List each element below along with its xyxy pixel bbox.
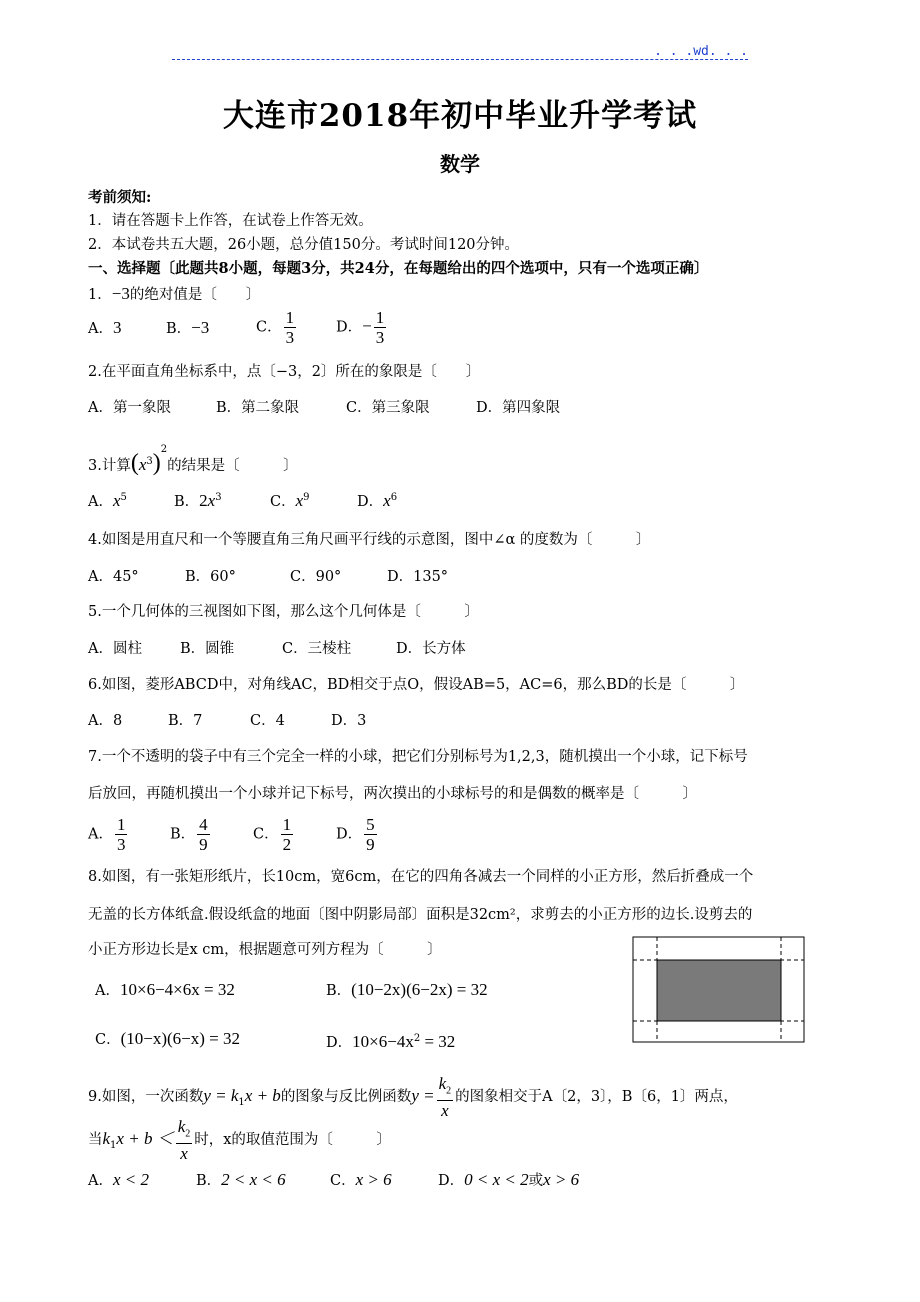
q8-paper-figure	[632, 936, 808, 1046]
q3-option-a: A．$x^5$	[88, 490, 127, 510]
q3-option-c: C．$x^9$	[270, 490, 310, 510]
q7-option-a: A． $\frac{1}{3}$	[88, 815, 126, 854]
q2-option-a: A．第一象限	[88, 400, 171, 416]
q8-option-a: A．10×6−4×6x = 32	[95, 980, 235, 999]
section-heading-choice: 一、选择题〔此题共8小题，每题3分，共24分，在每题给出的四个选项中，只有一个选项正确〕	[88, 260, 709, 277]
q4-option-c: C．90°	[290, 569, 342, 585]
q2-option-b: B．第二象限	[216, 400, 300, 416]
q5-option-c: C．三棱柱	[282, 641, 352, 657]
notice-heading: 考前须知:	[88, 189, 152, 206]
q5-option-d: D．长方体	[396, 641, 466, 657]
q1-option-a: A．3	[88, 318, 122, 337]
q5-option-a: A．圆柱	[88, 641, 142, 657]
header-mark: . . .wd. . .	[654, 44, 748, 59]
header-dashed-line	[172, 59, 748, 60]
q5-stem: 5.一个几何体的三视图如下图，那么这个几何体是〔 〕	[88, 604, 479, 620]
q5-option-b: B．圆锥	[180, 641, 235, 657]
q6-stem: 6.如图，菱形ABCD中，对角线AC，BD相交于点O，假设AB=5，AC=6，那么BD的长是〔 〕	[88, 677, 745, 693]
q1-option-c: C． $\frac{1}{3}$	[256, 308, 295, 347]
q9-stem-line2: 当$k_1x + b$ ＜ $\frac{k_2}{x}$ 时，x的取值范围为〔 〕	[88, 1117, 391, 1164]
notice-item-1: 1．请在答题卡上作答，在试卷上作答无效。	[88, 213, 373, 229]
q9-option-d: D．0 < x < 2或x > 6	[438, 1170, 580, 1189]
q4-stem: 4.如图是用直尺和一个等腰直角三角尺画平行线的示意图，图中∠α 的度数为〔 〕	[88, 532, 651, 548]
q7-stem-line1: 7.一个不透明的袋子中有三个完全一样的小球，把它们分别标号为1,2,3，随机摸出一个小球，记下标号	[88, 749, 748, 765]
q6-option-c: C．4	[250, 713, 285, 729]
q9-option-a: A．x < 2	[88, 1170, 150, 1189]
q9-option-b: B．2 < x < 6	[196, 1170, 286, 1189]
q4-option-d: D．135°	[387, 569, 449, 585]
q1-stem: 1．−3的绝对值是〔 〕	[88, 284, 261, 303]
q6-option-d: D．3	[331, 713, 367, 729]
q3-stem: 3.计算$(x^3)^2$的结果是〔 〕	[88, 444, 298, 476]
q8-option-d: D．$10\times 6-4x^2 = 32$	[326, 1031, 456, 1051]
q4-option-a: A．45°	[88, 569, 139, 585]
q1-option-b: B．−3	[166, 318, 210, 337]
q7-option-b: B． $\frac{4}{9}$	[170, 815, 208, 854]
q9-option-c: C．x > 6	[330, 1170, 392, 1189]
q1-option-d: D．− $\frac{1}{3}$	[336, 308, 385, 347]
q3-option-d: D．$x^6$	[357, 490, 398, 510]
q7-option-c: C． $\frac{1}{2}$	[253, 815, 292, 854]
q4-option-b: B．60°	[185, 569, 236, 585]
notice-item-2: 2．本试卷共五大题，26小题，总分值150分。考试时间120分钟。	[88, 237, 520, 253]
q2-stem: 2.在平面直角坐标系中，点〔−3，2〕所在的象限是〔 〕	[88, 364, 481, 380]
q2-option-c: C．第三象限	[346, 400, 430, 416]
page-header	[172, 44, 748, 64]
exam-subject: 数学	[440, 152, 480, 176]
q6-option-b: B．7	[168, 713, 203, 729]
q7-stem-line2: 后放回，再随机摸出一个小球并记下标号，两次摸出的小球标号的和是偶数的概率是〔 〕	[88, 786, 697, 802]
q8-stem-line3: 小正方形边长是x cm，根据题意可列方程为〔 〕	[88, 942, 442, 958]
q7-option-d: D． $\frac{5}{9}$	[336, 815, 375, 854]
q3-option-b: B．$2x^3$	[174, 490, 222, 510]
q8-option-c: C．(10−x)(6−x) = 32	[95, 1029, 241, 1048]
q8-stem-line1: 8.如图，有一张矩形纸片，长10cm，宽6cm，在它的四角各减去一个同样的小正方形，然后折叠成一个	[88, 869, 754, 885]
q6-option-a: A．8	[88, 713, 123, 729]
q8-stem-line2: 无盖的长方体纸盒.假设纸盒的地面〔图中阴影局部〕面积是32cm²，求剪去的小正方形的边长.设剪去的	[88, 907, 753, 923]
q9-stem-line1: 9.如图，一次函数$y = k_1x + b$的图象与反比例函数y = $\frac{k_2}{x}$ 的图象相交于A〔2，3〕，B〔6，1〕两点，	[88, 1074, 738, 1121]
q2-option-d: D．第四象限	[476, 400, 561, 416]
q8-option-b: B．(10−2x)(6−2x) = 32	[326, 980, 488, 999]
exam-title: 大连市2018年初中毕业升学考试	[222, 98, 698, 134]
shaded-base	[657, 960, 781, 1021]
